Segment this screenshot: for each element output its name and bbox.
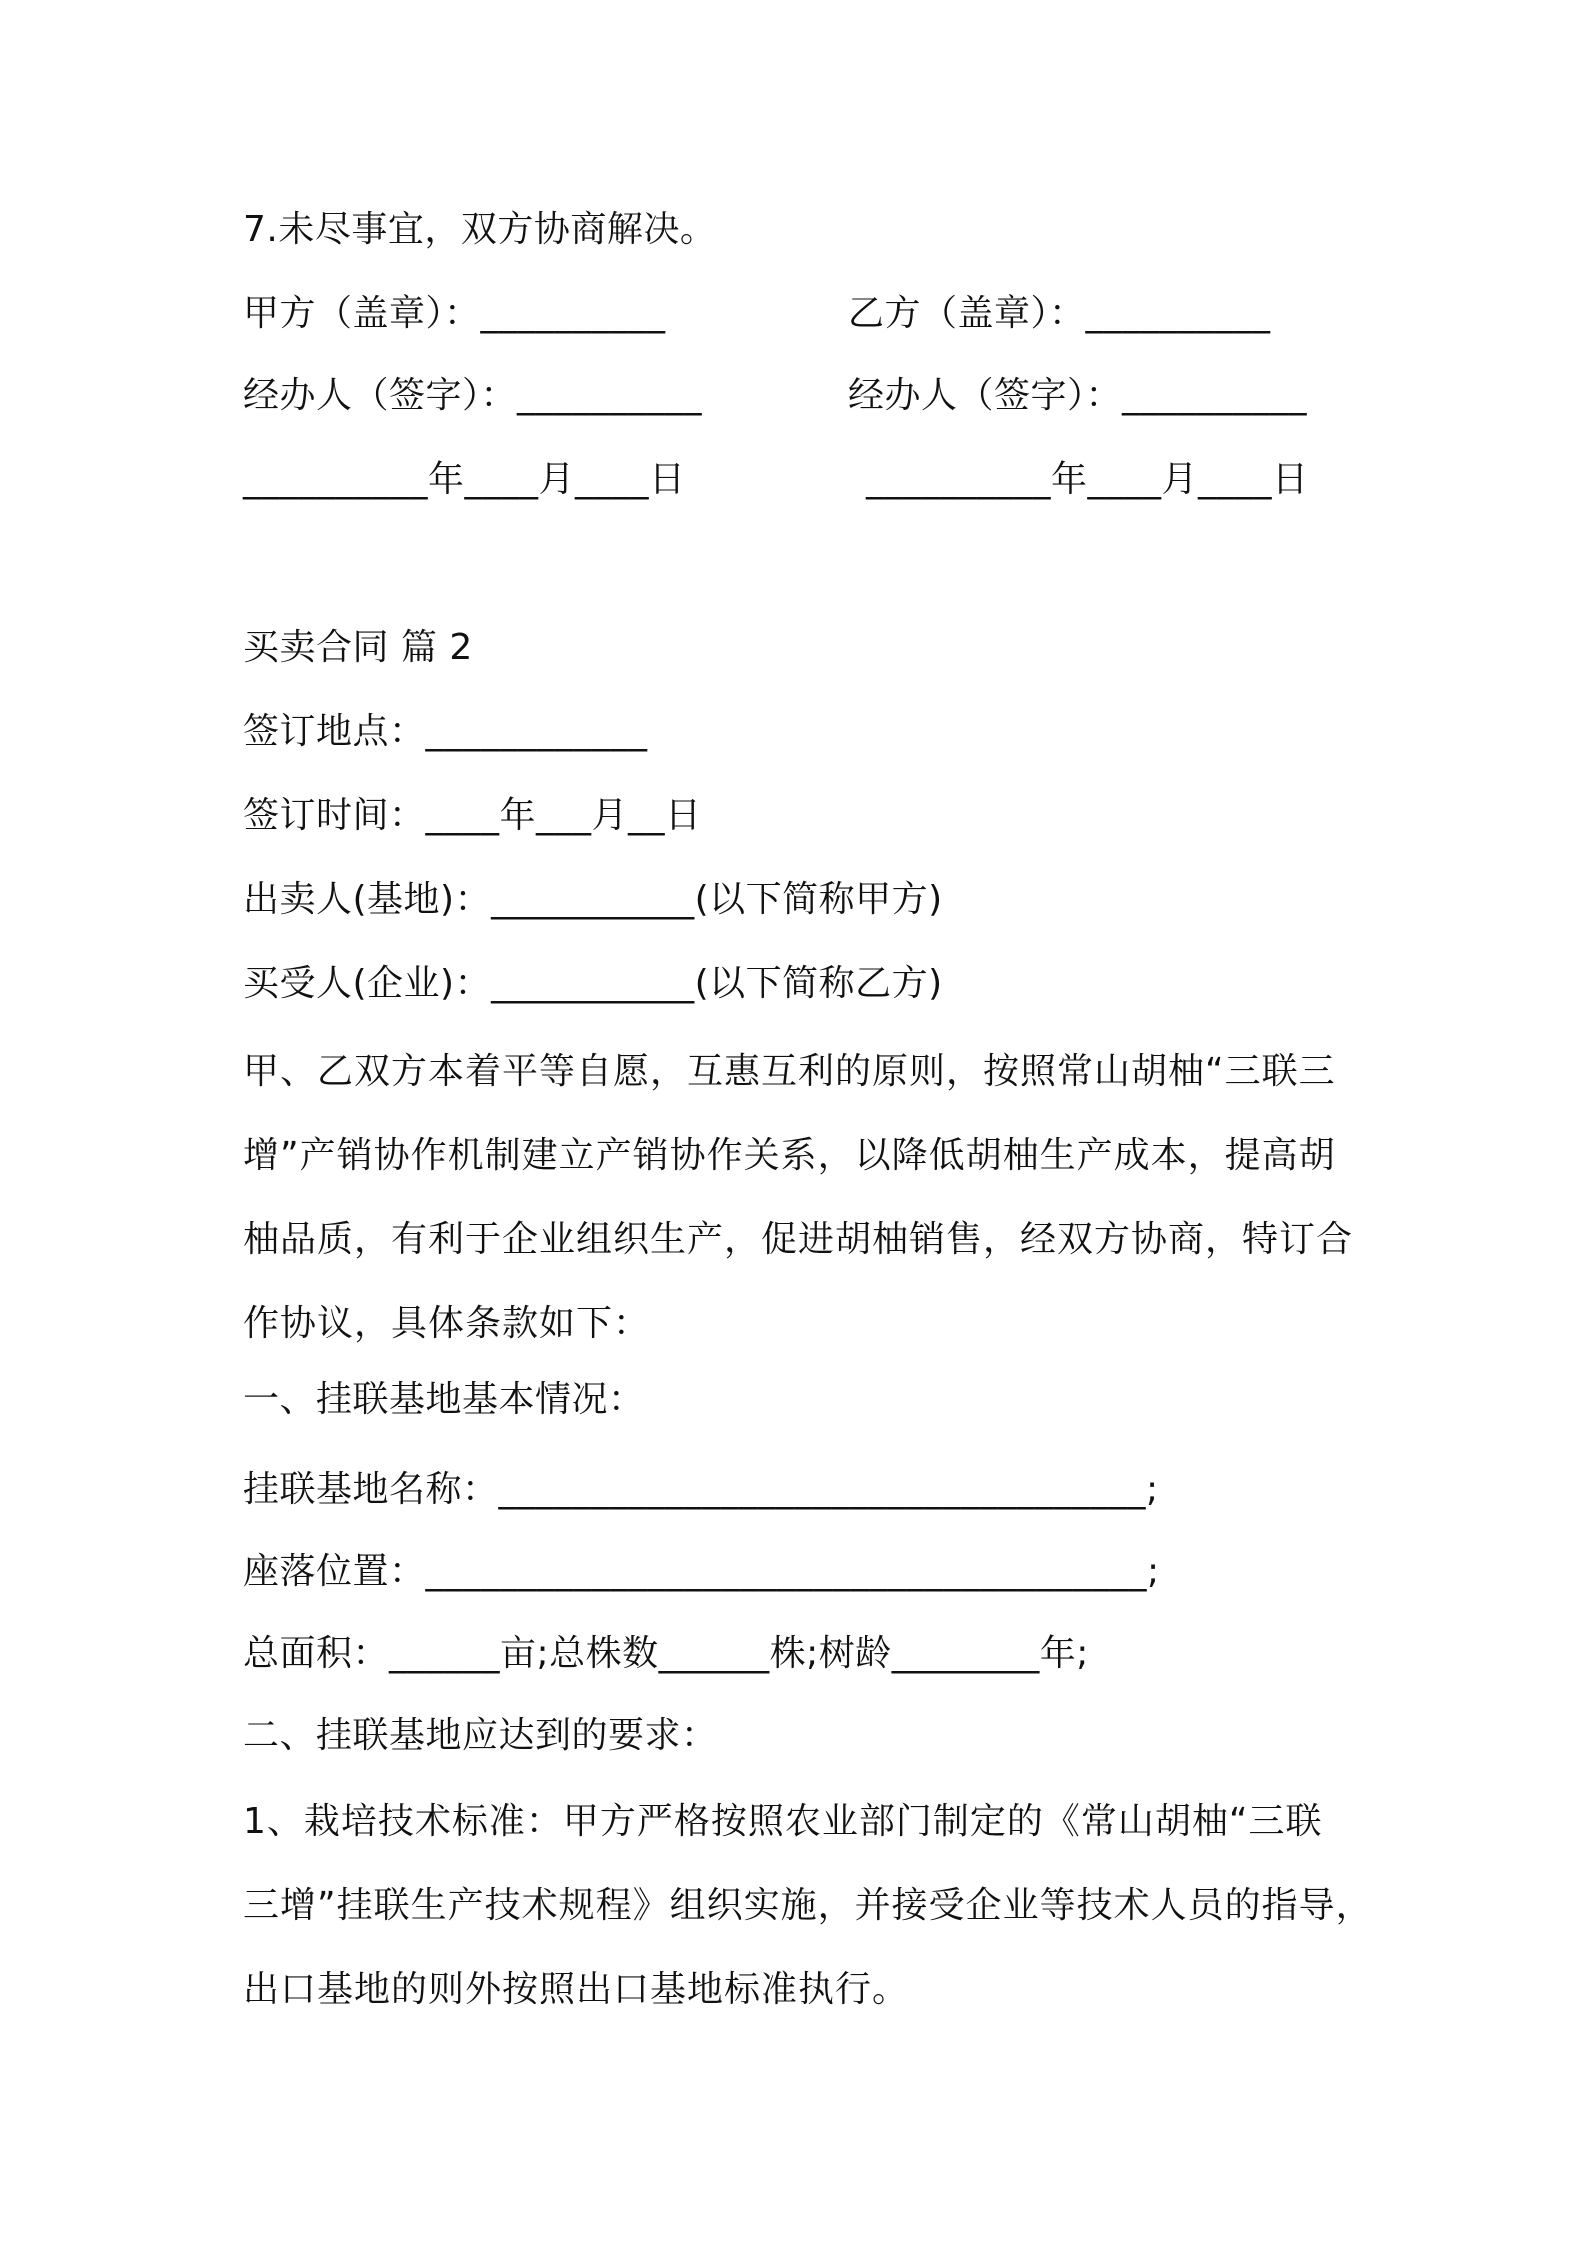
contract-title: 买卖合同 篇 2 bbox=[243, 627, 473, 668]
item-1-line: 三增”挂联生产技术规程》组织实施，并接受企业等技术人员的指导， bbox=[243, 1885, 1373, 1926]
party-a-date-field: __________年____月____日 bbox=[243, 459, 686, 500]
location-field: 座落位置：_______________________________________; bbox=[243, 1551, 1160, 1592]
item-1-line: 1、栽培技术标准：甲方严格按照农业部门制定的《常山胡柚“三联 bbox=[243, 1801, 1323, 1842]
item-1-paragraph bbox=[243, 1780, 1373, 2032]
clause-7: 7.未尽事宜，双方协商解决。 bbox=[243, 209, 717, 250]
signing-place-field: 签订地点：____________ bbox=[243, 711, 648, 752]
buyer-field: 买受人(企业)：___________(以下简称乙方) bbox=[243, 963, 943, 1004]
intro-line: 增”产销协作机制建立产销协作关系，以降低胡柚生产成本，提高胡 bbox=[243, 1135, 1336, 1176]
party-b-agent-field: 经办人（签字）：__________ bbox=[848, 375, 1308, 416]
party-b-seal-field: 乙方（盖章）：__________ bbox=[848, 293, 1271, 334]
section-1-heading: 一、挂联基地基本情况： bbox=[243, 1379, 645, 1420]
intro-line: 甲、乙双方本着平等自愿，互惠互利的原则，按照常山胡柚“三联三 bbox=[243, 1051, 1336, 1092]
base-name-field: 挂联基地名称：___________________________________; bbox=[243, 1469, 1159, 1510]
intro-paragraph bbox=[243, 1030, 1353, 1366]
seller-field: 出卖人(基地)：___________(以下简称甲方) bbox=[243, 879, 943, 920]
party-b-date-field: __________年____月____日 bbox=[866, 459, 1309, 500]
section-2-heading: 二、挂联基地应达到的要求： bbox=[243, 1715, 718, 1756]
area-field: 总面积：______亩;总株数______株;树龄________年; bbox=[243, 1633, 1089, 1674]
party-a-agent-field: 经办人（签字）：__________ bbox=[243, 375, 703, 416]
item-1-line: 出口基地的则外按照出口基地标准执行。 bbox=[243, 1969, 910, 2010]
intro-line: 作协议，具体条款如下： bbox=[243, 1303, 651, 1344]
party-a-seal-field: 甲方（盖章）：__________ bbox=[243, 293, 666, 334]
intro-line: 柚品质，有利于企业组织生产，促进胡柚销售，经双方协商，特订合 bbox=[243, 1219, 1354, 1260]
signing-time-field: 签订时间：____年___月__日 bbox=[243, 795, 702, 836]
